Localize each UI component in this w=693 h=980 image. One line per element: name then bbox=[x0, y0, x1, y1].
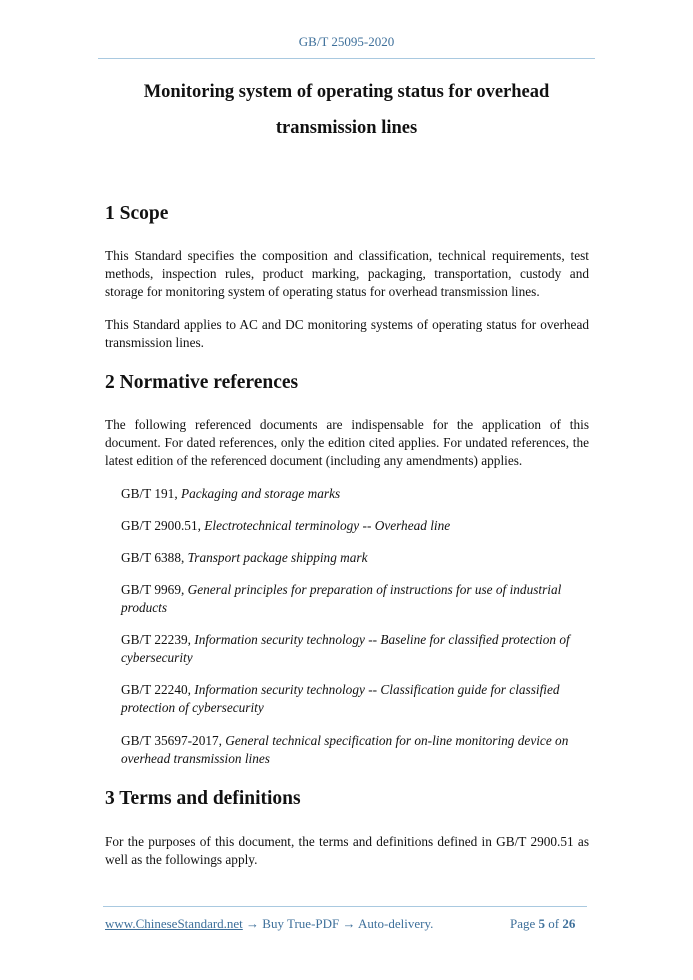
reference-item bbox=[121, 631, 589, 667]
page-label: Page bbox=[510, 916, 539, 931]
paragraph: The following referenced documents are indispensable for the application of this document. For dated references, only the edition cited applies. For undated references, the latest edition of the referenced document (including any amendments) applies. bbox=[105, 417, 589, 468]
total-pages: 26 bbox=[562, 916, 576, 931]
of-label: of bbox=[545, 916, 563, 931]
paragraph: This Standard specifies the composition and classification, technical requirements, test methods, inspection rules, product marking, packaging, transportation, custody and storage for monitoring system of operating status for overhead transmission lines. bbox=[105, 248, 589, 299]
reference-item bbox=[121, 732, 589, 768]
reference-code: GB/T 9969, bbox=[121, 582, 188, 597]
reference-title: Packaging and storage marks bbox=[180, 486, 341, 501]
reference-title: Electrotechnical terminology -- Overhead line bbox=[204, 518, 451, 533]
section-heading-normative-references: 2 Normative references bbox=[105, 372, 299, 393]
footer-rule bbox=[103, 906, 587, 907]
section-heading-terms-and-definitions: 3 Terms and definitions bbox=[105, 788, 301, 809]
current-page: 5 bbox=[538, 916, 546, 931]
reference-code: GB/T 6388, bbox=[121, 550, 188, 565]
reference-title: General principles for preparation of instructions for use of industrial products bbox=[121, 582, 562, 615]
header-doc-id: GB/T 25095-2020 bbox=[298, 34, 395, 49]
reference-item bbox=[121, 517, 589, 535]
reference-code: GB/T 22239, bbox=[121, 632, 195, 647]
reference-title: General technical specification for on-line monitoring device on overhead transmission lines bbox=[121, 733, 569, 766]
reference-item bbox=[121, 549, 589, 567]
reference-title: Transport package shipping mark bbox=[187, 550, 368, 565]
site-link[interactable]: www.ChineseStandard.net bbox=[105, 916, 243, 931]
footer-promo bbox=[105, 916, 433, 932]
reference-item bbox=[121, 681, 589, 717]
doc-title-line2: transmission lines bbox=[275, 118, 418, 138]
reference-code: GB/T 35697-2017, bbox=[121, 733, 226, 748]
reference-item bbox=[121, 581, 589, 617]
reference-code: GB/T 22240, bbox=[121, 682, 195, 697]
footer-promo-text: → Buy True-PDF → Auto-delivery. bbox=[242, 916, 434, 931]
reference-item bbox=[121, 485, 589, 503]
reference-title: Information security technology -- Baseline for classified protection of cybersecurity bbox=[121, 632, 570, 665]
paragraph: For the purposes of this document, the terms and definitions defined in GB/T 2900.51 as well as the followings apply. bbox=[105, 834, 589, 867]
section-heading-scope: 1 Scope bbox=[105, 203, 169, 224]
reference-title: Information security technology -- Classification guide for classified protection of cybersecurity bbox=[121, 682, 560, 715]
page-number bbox=[510, 916, 575, 932]
doc-title-line1: Monitoring system of operating status for overhead bbox=[143, 82, 550, 102]
reference-code: GB/T 191, bbox=[121, 486, 181, 501]
reference-code: GB/T 2900.51, bbox=[121, 518, 205, 533]
paragraph: This Standard applies to AC and DC monitoring systems of operating status for overhead transmission lines. bbox=[105, 317, 589, 350]
header-rule bbox=[98, 58, 595, 59]
